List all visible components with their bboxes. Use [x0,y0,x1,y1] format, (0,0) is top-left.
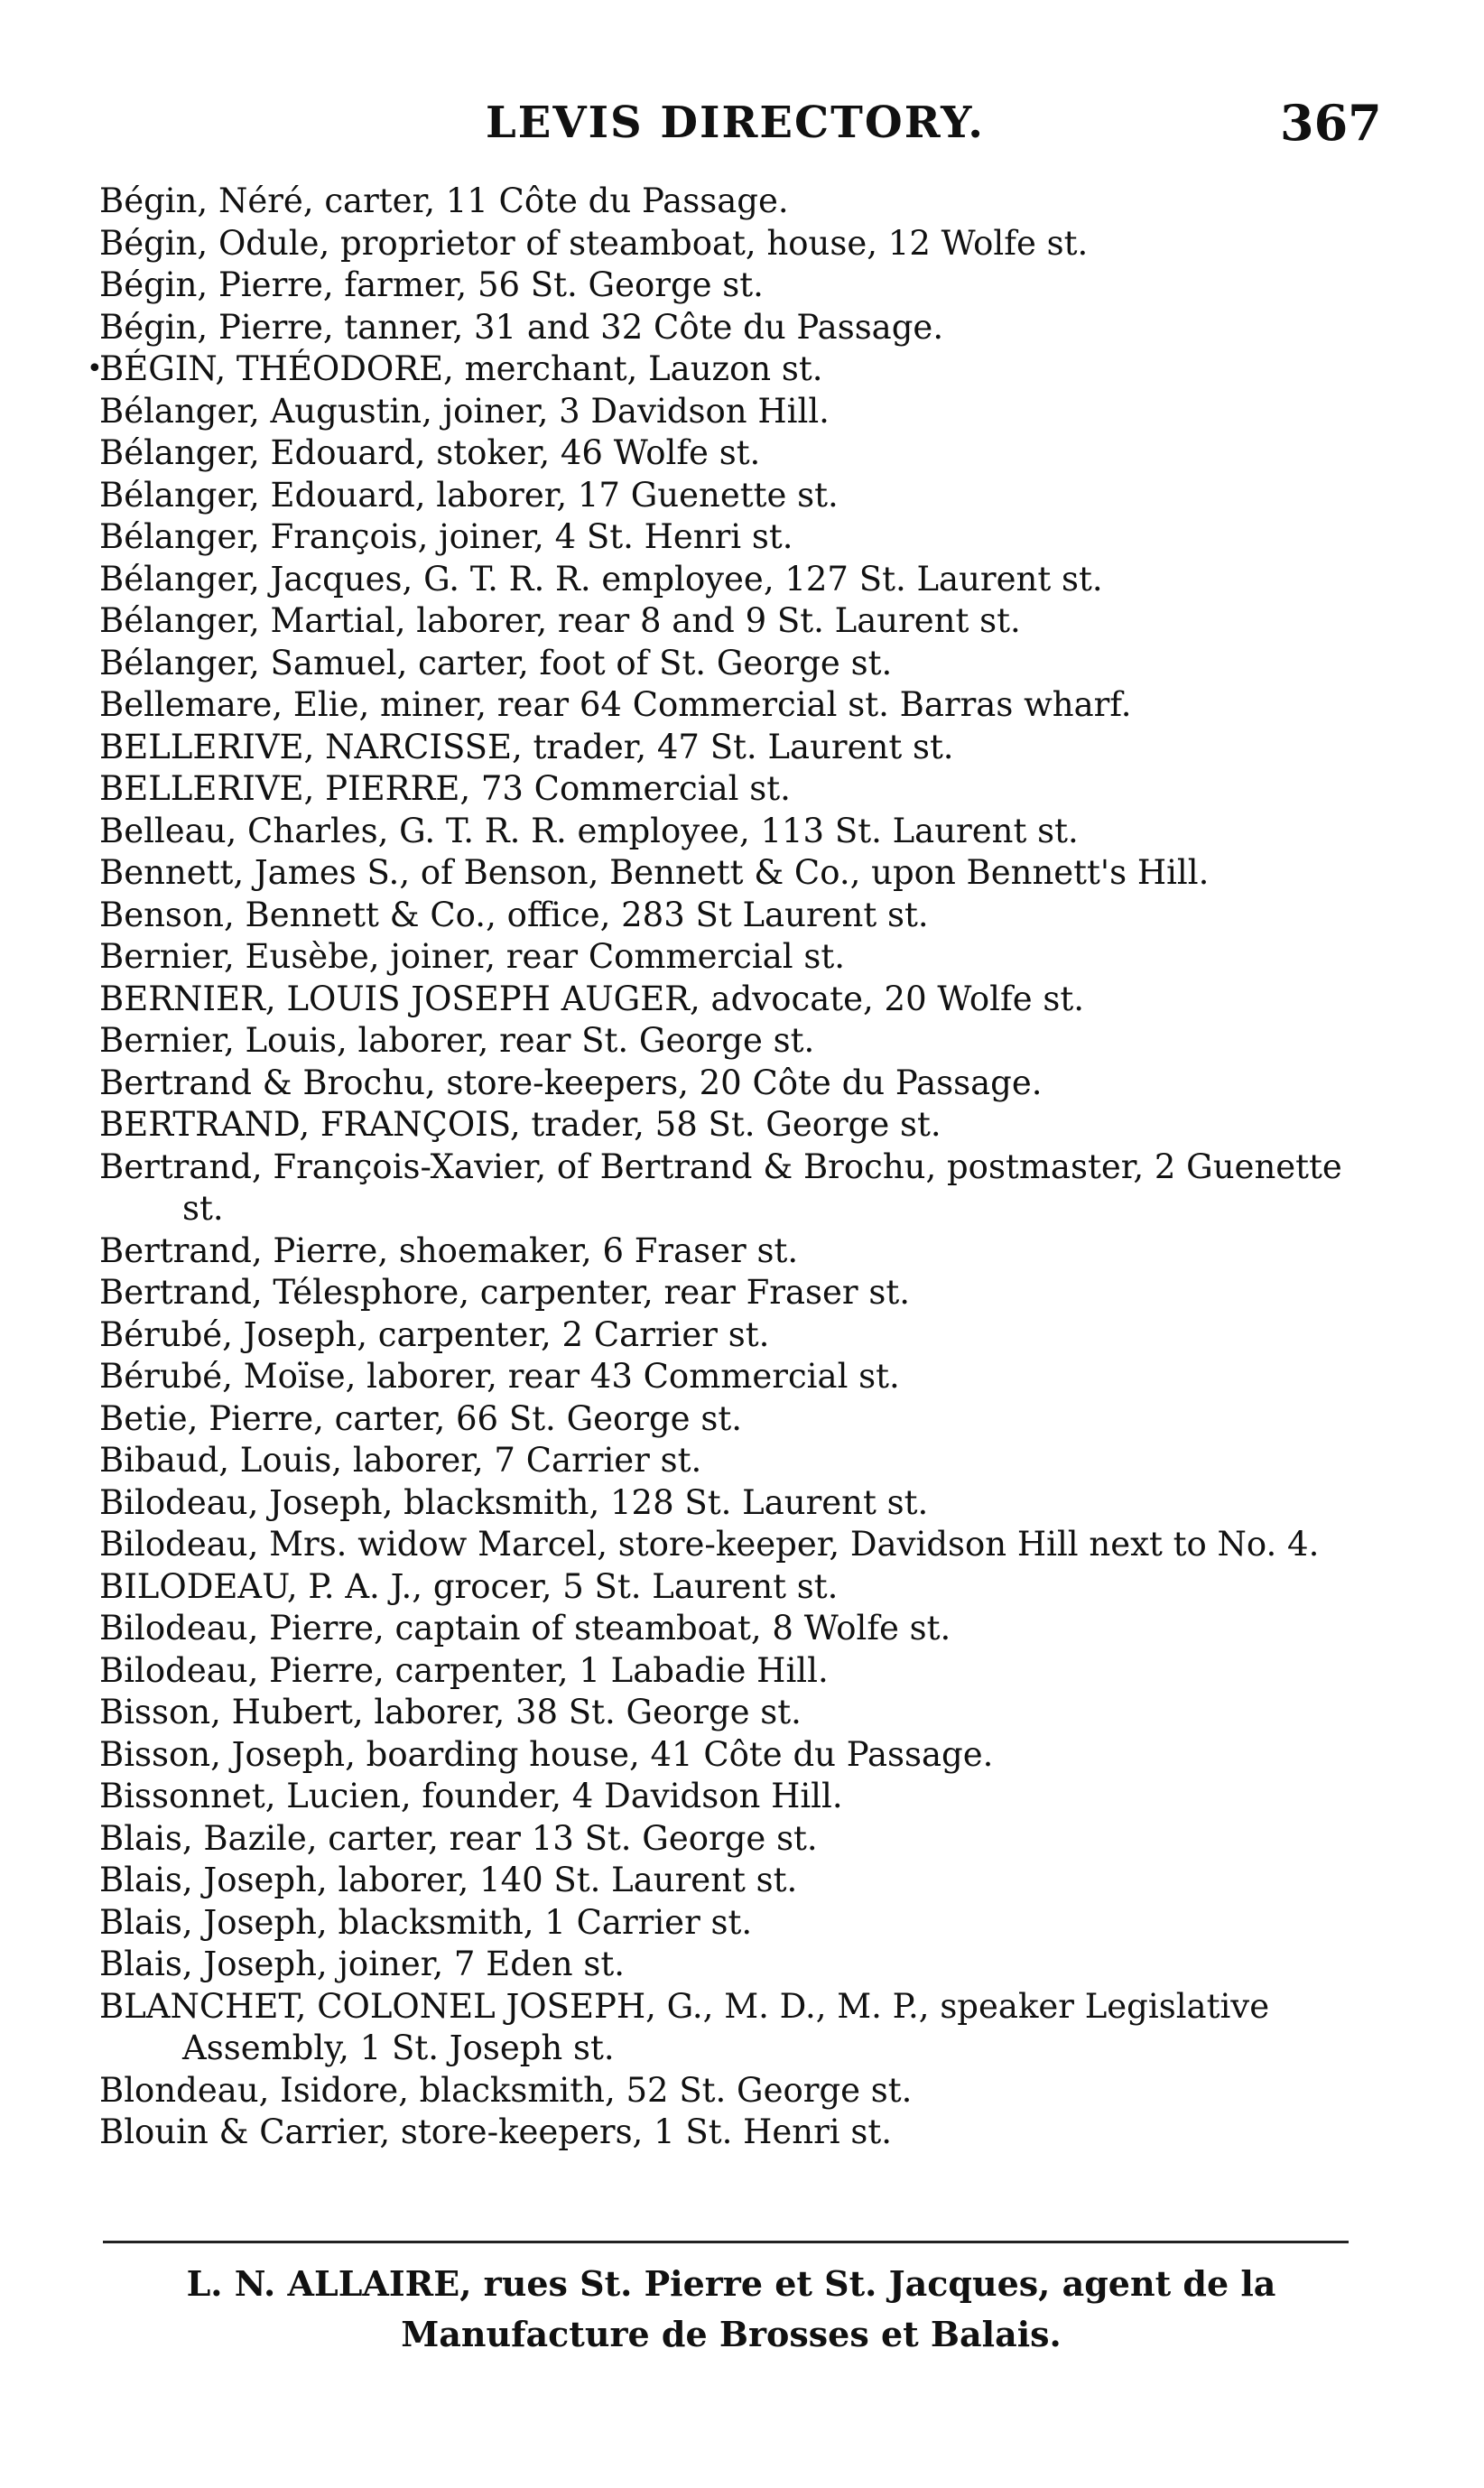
running-title: LEVIS DIRECTORY. [486,97,985,148]
entry-text: Blais, Joseph, laborer, 140 St. Laurent st. [99,1861,798,1899]
directory-entry [99,1818,1363,1861]
entry-text: Blouin & Carrier, store-keepers, 1 St. Henri st. [99,2112,893,2151]
entry-text: BELLERIVE, PIERRE, 73 Commercial st. [99,769,791,808]
directory-entry [99,936,1363,979]
directory-entry [99,516,1363,559]
advert-line-2: Manufacture de Brosses et Balais. [401,2314,1062,2354]
entry-text: Bégin, Pierre, tanner, 31 and 32 Côte du Passage. [99,307,944,347]
entry-text: BÉGIN, THÉODORE, merchant, Lauzon st. [99,349,823,388]
entry-text: Bégin, Odule, proprietor of steamboat, house, 12 Wolfe st. [99,223,1089,263]
directory-entry [99,475,1363,517]
directory-entry [99,1356,1363,1398]
directory-entry [99,223,1363,265]
entry-text: Bertrand & Brochu, store-keepers, 20 Côte du Passage. [99,1063,1043,1102]
directory-entry [99,684,1363,727]
directory-entry [99,1104,1363,1147]
entry-text: BLANCHET, COLONEL JOSEPH, G., M. D., M. P., speaker Legislative Assembly, 1 St. Joseph st. [99,1986,1270,2067]
advertisement [99,2259,1363,2360]
entry-text: Bélanger, Augustin, joiner, 3 Davidson Hill. [99,391,830,431]
entry-text: Bilodeau, Joseph, blacksmith, 128 St. Laurent st. [99,1482,929,1522]
directory-entry [99,2112,1363,2154]
entry-text: Bilodeau, Pierre, carpenter, 1 Labadie Hill. [99,1650,829,1690]
entry-bullet-mark: • [87,353,103,385]
entry-text: Bertrand, Télesphore, carpenter, rear Fraser st. [99,1273,910,1312]
directory-entry [99,432,1363,475]
entry-text: BILODEAU, P. A. J., grocer, 5 St. Laurent st. [99,1566,839,1606]
directory-entry [99,307,1363,349]
directory-entry [99,1650,1363,1693]
entry-text: Bisson, Hubert, laborer, 38 St. George st. [99,1693,802,1731]
directory-entry [99,600,1363,643]
entry-text: Bernier, Eusèbe, joiner, rear Commercial st. [99,937,846,976]
entry-text: Blais, Joseph, blacksmith, 1 Carrier st. [99,1902,753,1942]
entry-text: Blondeau, Isidore, blacksmith, 52 St. George st. [99,2070,913,2110]
directory-entry [99,979,1363,1021]
directory-entry [99,1230,1363,1273]
directory-entry [99,1272,1363,1314]
entry-text: Bennett, James S., of Benson, Bennett & Co., upon Bennett's Hill. [99,853,1210,892]
directory-entry [99,1482,1363,1525]
directory-entry [99,1147,1363,1230]
directory-entry [99,1608,1363,1650]
directory-entry [99,852,1363,895]
directory-entry [99,1692,1363,1734]
directory-entry [99,1063,1363,1105]
entry-text: Bissonnet, Lucien, founder, 4 Davidson Hill. [99,1777,843,1815]
entry-text: Bégin, Néré, carter, 11 Côte du Passage. [99,181,789,220]
directory-entry [99,643,1363,685]
directory-entry [99,1776,1363,1818]
directory-entry [99,1440,1363,1482]
page-header [0,94,1484,170]
entry-text: Bélanger, Edouard, laborer, 17 Guenette st. [99,475,839,515]
page-number: 367 [1280,94,1382,152]
entry-text: Blais, Bazile, carter, rear 13 St. George st. [99,1818,818,1858]
entry-text: Benson, Bennett & Co., office, 283 St Laurent st. [99,895,929,934]
entry-text: Blais, Joseph, joiner, 7 Eden st. [99,1945,626,1983]
entry-text: Bégin, Pierre, farmer, 56 St. George st. [99,265,764,304]
directory-entry [99,895,1363,937]
directory-entries [87,181,1363,2154]
directory-entry [99,1524,1363,1566]
entry-text: Bilodeau, Pierre, captain of steamboat, 8 Wolfe st. [99,1609,951,1648]
entry-text: Bélanger, Samuel, carter, foot of St. George st. [99,643,893,682]
entry-text: Bertrand, François-Xavier, of Bertrand & Brochu, postmaster, 2 Guenette st. [99,1147,1342,1228]
directory-entry [99,391,1363,433]
directory-entry [99,727,1363,769]
advert-line-1: L. N. ALLAIRE, rues St. Pierre et St. Jacques, agent de la [186,2263,1276,2304]
directory-entry [99,1734,1363,1777]
entry-text: Bibaud, Louis, laborer, 7 Carrier st. [99,1441,702,1480]
directory-entry [99,2070,1363,2112]
directory-entry [99,181,1363,223]
directory-entry [99,1566,1363,1609]
entry-text: Bernier, Louis, laborer, rear St. George st. [99,1021,815,1060]
entry-text: Bélanger, Edouard, stoker, 46 Wolfe st. [99,433,761,472]
directory-entry [99,1986,1363,2070]
directory-entry [99,265,1363,307]
directory-entry [99,1314,1363,1357]
directory-entry [87,348,1363,391]
entry-text: BELLERIVE, NARCISSE, trader, 47 St. Laurent st. [99,727,954,766]
divider-rule [103,2241,1349,2243]
entry-text: Bélanger, François, joiner, 4 St. Henri st. [99,517,793,556]
entry-text: Bélanger, Martial, laborer, rear 8 and 9 St. Laurent st. [99,601,1021,640]
directory-entry [99,811,1363,853]
directory-entry [99,768,1363,811]
entry-text: Bilodeau, Mrs. widow Marcel, store-keeper, Davidson Hill next to No. 4. [99,1525,1320,1564]
directory-entry [99,559,1363,601]
entry-text: BERNIER, LOUIS JOSEPH AUGER, advocate, 20 Wolfe st. [99,979,1084,1018]
entry-text: Betie, Pierre, carter, 66 St. George st. [99,1398,742,1438]
entry-text: Bérubé, Joseph, carpenter, 2 Carrier st. [99,1314,770,1354]
directory-entry [99,1944,1363,1986]
directory-entry [99,1902,1363,1945]
directory-entry [99,1398,1363,1441]
directory-entry [99,1860,1363,1902]
directory-entry [99,1020,1363,1063]
entry-text: BERTRAND, FRANÇOIS, trader, 58 St. George st. [99,1105,941,1144]
entry-text: Bélanger, Jacques, G. T. R. R. employee, 127 St. Laurent st. [99,559,1103,599]
entry-text: Bisson, Joseph, boarding house, 41 Côte du Passage. [99,1734,994,1774]
entry-text: Bérubé, Moïse, laborer, rear 43 Commercial st. [99,1357,900,1396]
entry-text: Bertrand, Pierre, shoemaker, 6 Fraser st. [99,1230,799,1270]
entry-text: Belleau, Charles, G. T. R. R. employee, 113 St. Laurent st. [99,811,1079,850]
entry-text: Bellemare, Elie, miner, rear 64 Commercial st. Barras wharf. [99,685,1132,724]
